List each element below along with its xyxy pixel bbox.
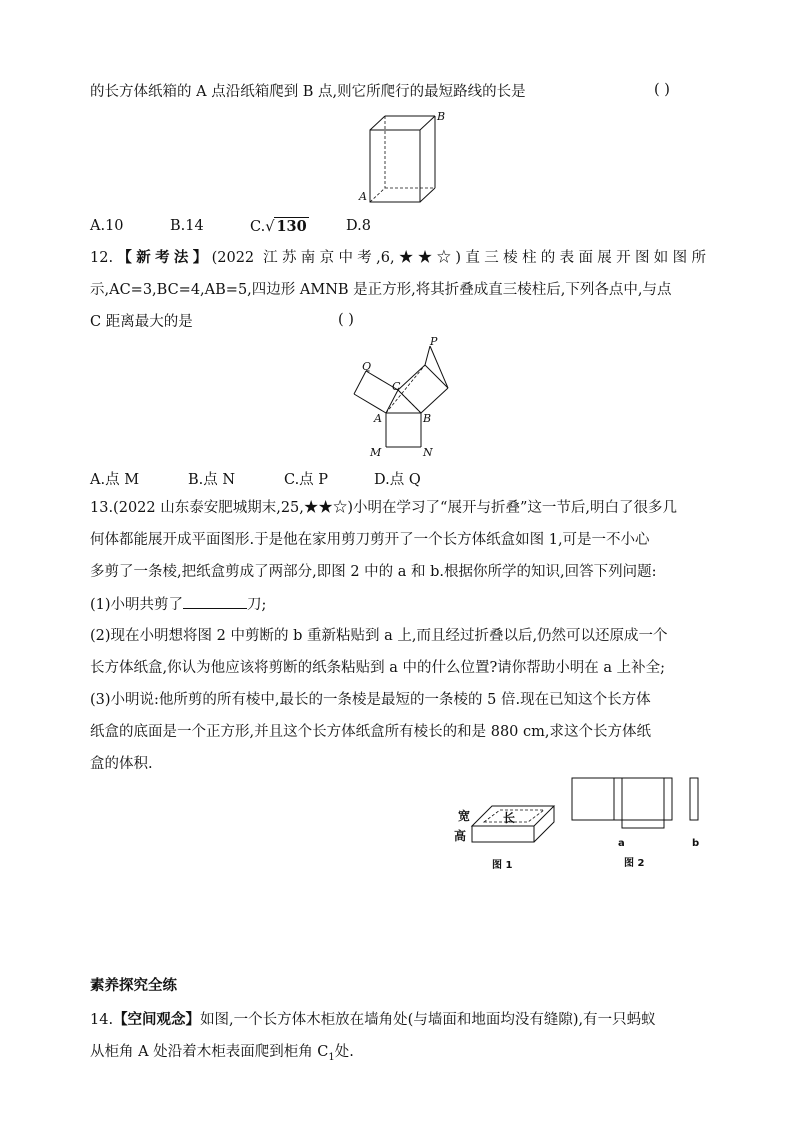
q12-label-b: B: [423, 412, 432, 425]
q11-option-d: D.8: [346, 218, 371, 234]
q13-figure-2-nets: [568, 774, 708, 874]
q12-option-d: D.点 Q: [374, 472, 421, 488]
q12-label-q: Q: [362, 360, 372, 373]
q11-option-b: B.14: [170, 218, 204, 234]
q12-label-c: C: [392, 380, 401, 393]
q13-figure-1-caption: 图 1: [492, 860, 513, 871]
q13-sub-2-line-2: 长方体纸盒,你认为他应该将剪断的纸条粘贴到 a 中的什么位置?请你帮助小明在 a 上补全;: [90, 660, 665, 676]
q13-line-1: 13.(2022 山东泰安肥城期末,25,★★☆)小明在学习了“展开与折叠”这一节后,明白了很多几: [90, 500, 677, 516]
q12-label-a: A: [374, 412, 382, 425]
q13-label-kuan: 宽: [458, 809, 471, 823]
q13-sub-1: (1)小明共剪了 刀;: [90, 594, 706, 615]
q13-line-3: 多剪了一条棱,把纸盒剪成了两部分,即图 2 中的 a 和 b.根据你所学的知识,回答下列问题:: [90, 564, 657, 580]
q11-label-b: B: [437, 110, 446, 123]
q13-sub-3-line-2: 纸盒的底面是一个正方形,并且这个长方体纸盒所有棱长的和是 880 cm,求这个长方体纸: [90, 724, 651, 740]
q13-figure-1-box: [448, 800, 568, 880]
q13-answer-blank[interactable]: [183, 594, 247, 609]
q12-prism-net-figure: [346, 334, 456, 460]
q13-label-gao: 高: [454, 829, 467, 843]
q12-option-a: A.点 M: [90, 472, 140, 488]
q11-label-a: A: [359, 190, 367, 203]
q13-net-label-b: b: [692, 838, 700, 849]
q12-answer-paren: ( ): [338, 312, 354, 328]
q13-sub-3-line-3: 盒的体积.: [90, 756, 153, 772]
q11-box-figure: [350, 108, 450, 208]
q12-line-2: 示,AC=3,BC=4,AB=5,四边形 AMNB 是正方形,将其折叠成直三棱柱后,下列各点中,与点: [90, 282, 672, 298]
q11-option-c: C.√ 130: [250, 218, 307, 235]
q12-tag: 【新考法】: [113, 249, 212, 266]
q13-sub-3-line-1: (3)小明说:他所剪的所有棱中,最长的一条棱是最短的一条棱的 5 倍.现在已知这个长方体: [90, 692, 651, 708]
q11-radicand: 130: [276, 218, 307, 235]
q14-line-1: 14.【空间观念】如图,一个长方体木柜放在墙角处(与墙面和地面均没有缝隙),有一只蚂蚁: [90, 1011, 656, 1028]
q14-tag: 【空间观念】: [113, 1011, 201, 1028]
q12-option-c: C.点 P: [284, 472, 329, 488]
q12-line-1: 12.【新考法】(2022 江苏南京中考,6,★★☆)直三棱柱的表面展开图如图所: [90, 249, 706, 266]
q11-stem-tail: 的长方体纸箱的 A 点沿纸箱爬到 B 点,则它所爬行的最短路线的长是: [90, 84, 526, 100]
q13-figure-2-caption: 图 2: [624, 858, 645, 869]
q12-label-n: N: [423, 446, 433, 459]
q11-option-a: A.10: [90, 218, 124, 234]
q13-line-2: 何体都能展开成平面图形.于是他在家用剪刀剪开了一个长方体纸盒如图 1,可是一不小心: [90, 532, 650, 548]
q12-line-3: C 距离最大的是: [90, 314, 193, 330]
q12-label-m: M: [370, 446, 382, 459]
q13-sub-2-line-1: (2)现在小明想将图 2 中剪断的 b 重新粘贴到 a 上,而且经过折叠以后,仍然可以还原成一个: [90, 628, 668, 644]
q12-label-p: P: [430, 335, 438, 348]
q13-label-chang: 长: [503, 811, 516, 825]
sqrt-sign: √: [265, 219, 275, 235]
section-title: 素养探究全练: [90, 977, 177, 994]
q14-line-2: 从柜角 A 处沿着木柜表面爬到柜角 $C_1$处.: [90, 1044, 354, 1063]
q13-net-label-a: a: [618, 838, 625, 849]
q12-option-b: B.点 N: [188, 472, 236, 488]
q11-answer-paren: ( ): [654, 82, 670, 98]
